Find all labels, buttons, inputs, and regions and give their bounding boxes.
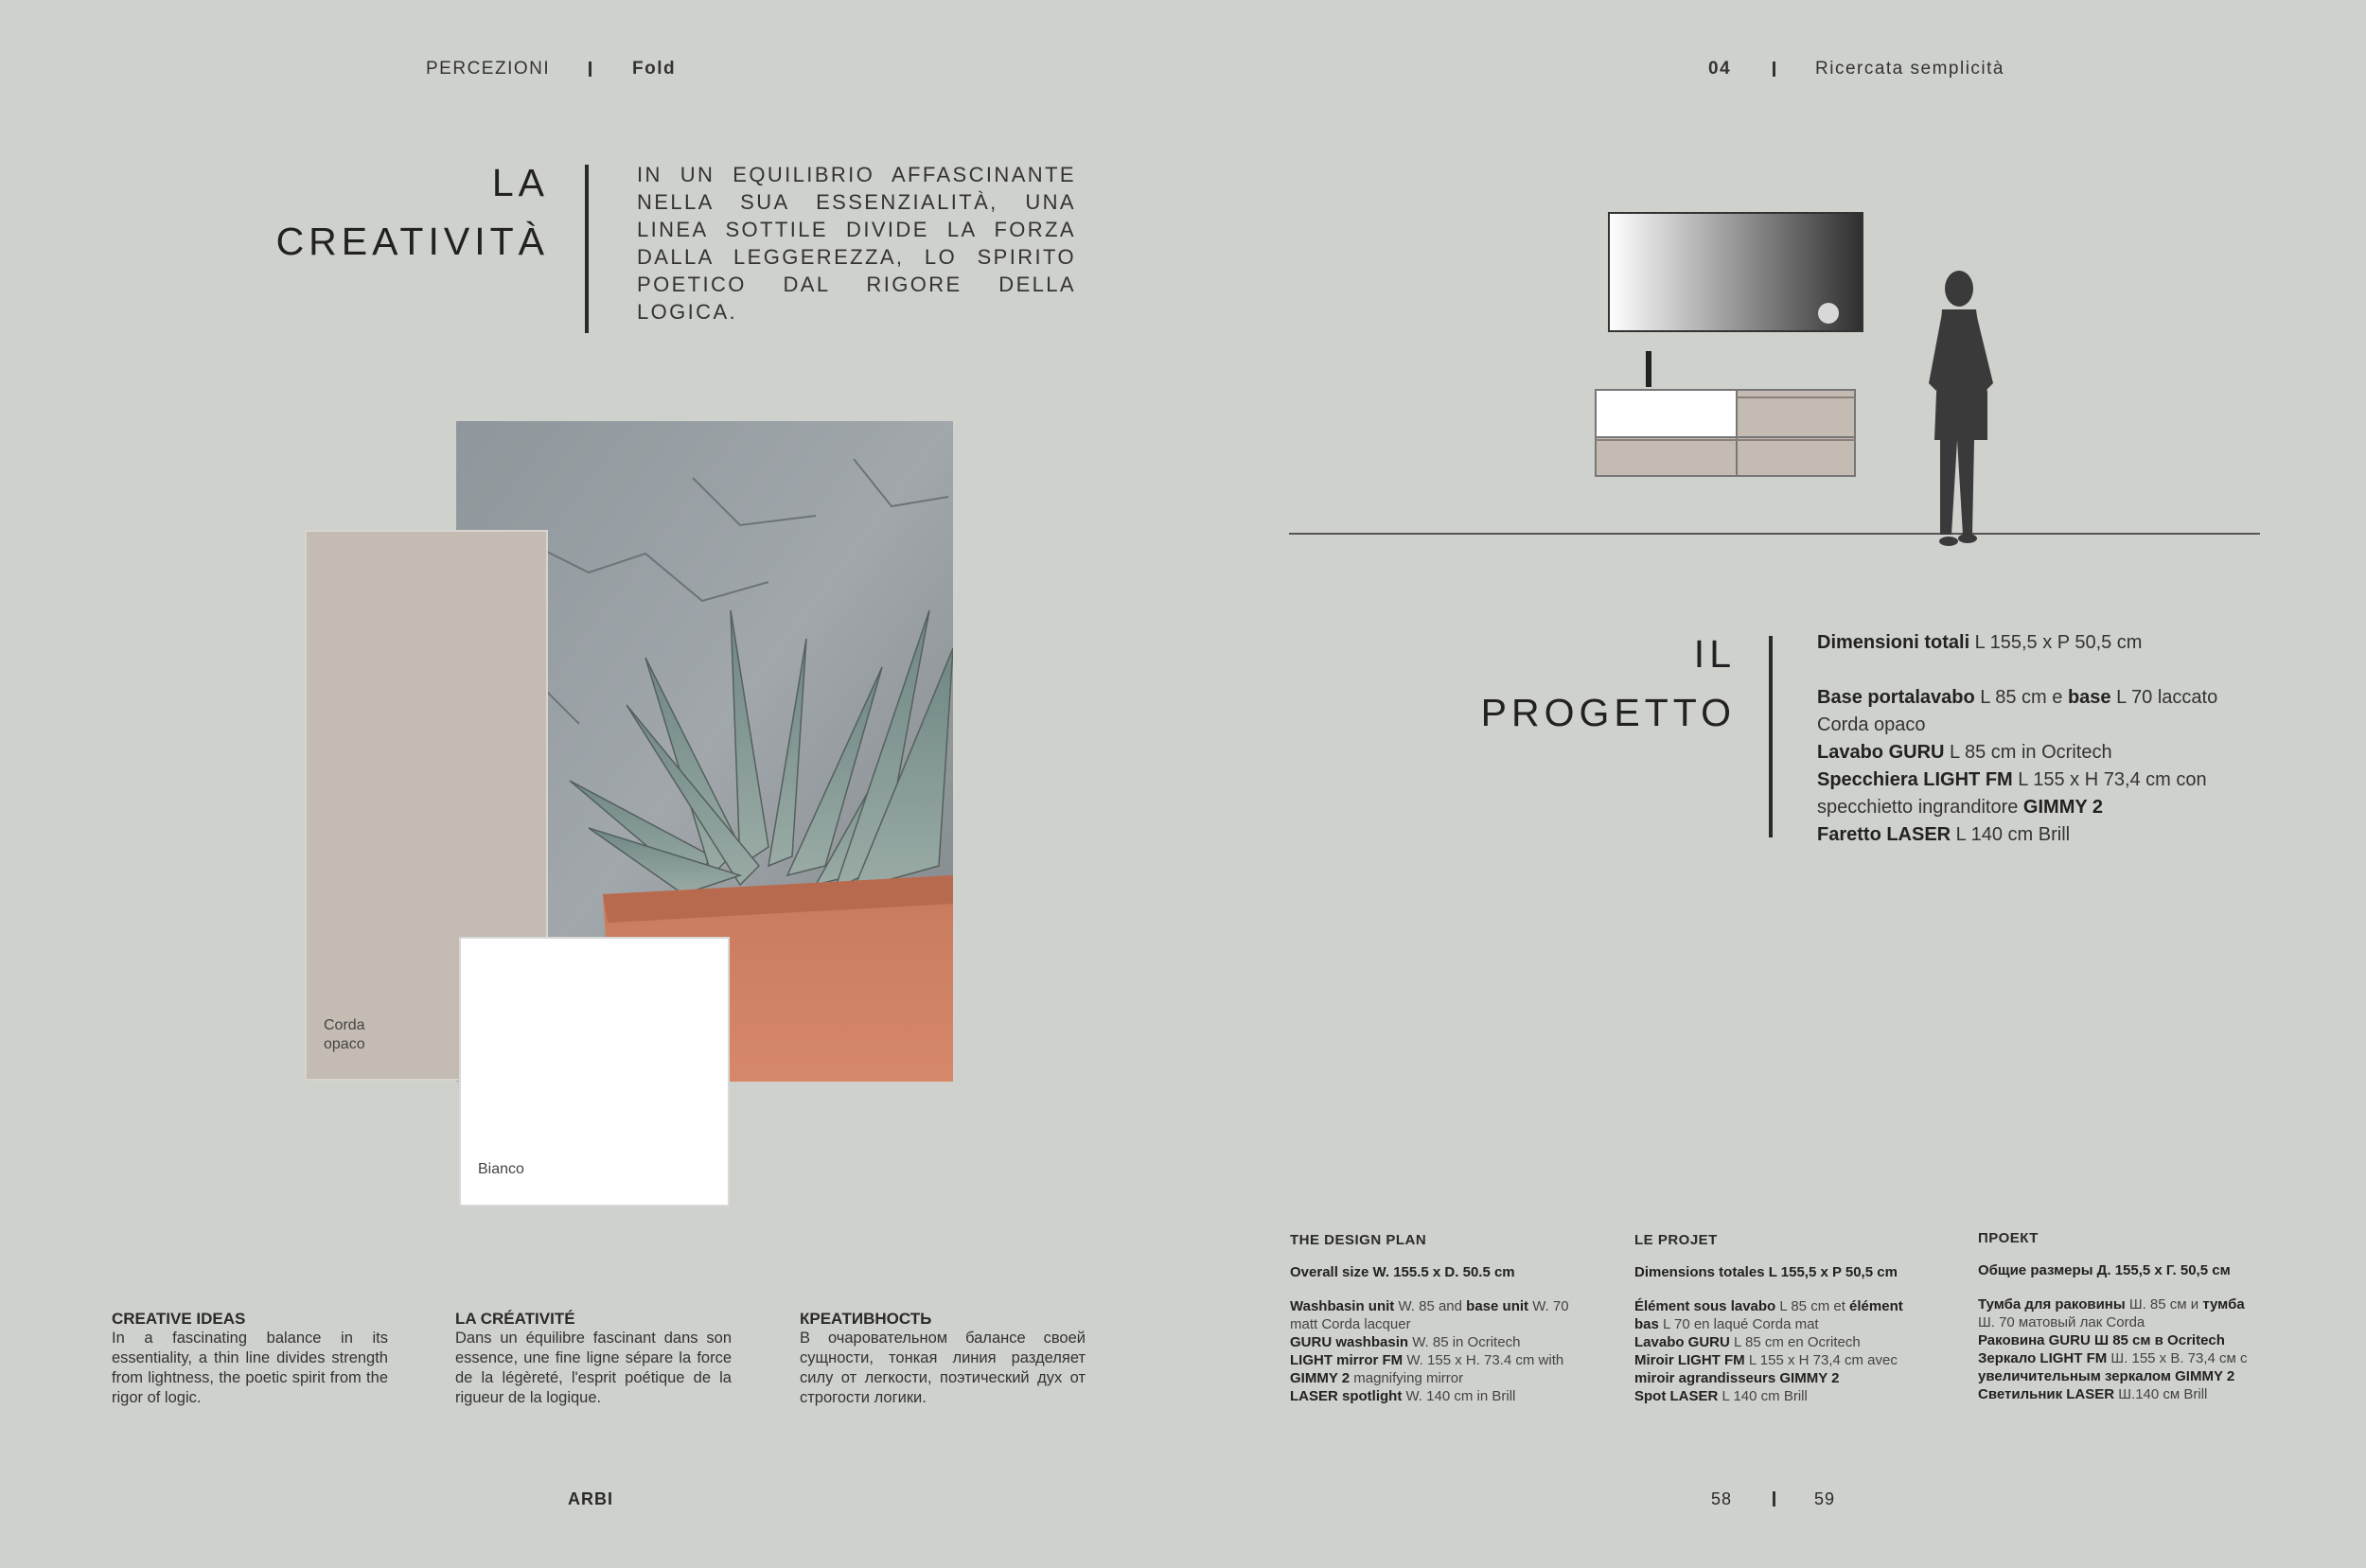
- translation-fr: [1634, 1232, 1914, 1405]
- spec-washbasin: Lavabo GURU L 85 cm in Ocritech: [1817, 742, 2112, 763]
- left-title-line2: CREATIVITÀ: [275, 220, 549, 263]
- column-fr-text: Dans un équilibre fascinant dans son essence, une fine ligne sépare la force de la légèreté, l'esprit poétique de la rigueur de la logique.: [455, 1330, 732, 1406]
- header-page-number: 04: [1708, 59, 1732, 79]
- header-collection: Fold: [632, 59, 677, 79]
- translation-en-body: Washbasin unit W. 85 and base unit W. 70 matt Corda lacquer GURU washbasin W. 85 in Ocritech LIGHT mirror FM W. 155 x H. 73.4 cm with GIMMY 2 magnifying mirror LASER spotlight W. 140 cm in Brill: [1290, 1298, 1569, 1404]
- footer-brand: ARBI: [568, 1489, 613, 1508]
- project-specs: [1817, 629, 2252, 849]
- column-fr: [455, 1310, 732, 1408]
- spec-overall: Dimensioni totali L 155,5 x P 50,5 cm: [1817, 632, 2143, 653]
- footer-page-right: 59: [1814, 1489, 1836, 1508]
- column-en-text: In a fascinating balance in its essentiality, a thin line divides strength from lightness, the poetic spirit from the rigor of logic.: [112, 1330, 388, 1406]
- swatch-corda-label-line1: Corda: [324, 1017, 365, 1033]
- left-title-line1: LA: [491, 161, 549, 204]
- header-divider: [1773, 62, 1775, 77]
- translation-en-title: THE DESIGN PLAN: [1290, 1232, 1427, 1248]
- right-title-line1: IL: [1693, 632, 1736, 676]
- header-section: PERCEZIONI: [426, 59, 551, 79]
- swatch-corda-label-line2: opaco: [324, 1036, 365, 1052]
- translation-en: [1290, 1232, 1569, 1405]
- header-subtitle: Ricercata semplicità: [1815, 59, 2004, 79]
- right-title-line2: PROGETTO: [1480, 691, 1736, 734]
- swatch-corda-label: [324, 1016, 365, 1054]
- column-en: [112, 1310, 388, 1408]
- header-divider: [589, 62, 592, 77]
- translation-en-size: Overall size W. 155.5 x D. 50.5 cm: [1290, 1264, 1515, 1280]
- intro-text: IN UN EQUILIBRIO AFFASCINANTE NELLA SUA ESSENZIALITÀ, UNA LINEA SOTTILE DIVIDE LA FORZA DALLA LEGGEREZZA, LO SPIRITO POETICO DAL RIGORE DELLA LOGICA.: [637, 163, 1076, 324]
- spec-base: Base portalavabo L 85 cm e base L 70 laccato Corda opaco: [1817, 687, 2218, 735]
- translation-ru-title: ПРОЕКТ: [1978, 1230, 2039, 1246]
- translation-fr-size: Dimensions totales L 155,5 x P 50,5 cm: [1634, 1264, 1898, 1280]
- column-ru-text: В очаровательном балансе своей сущности, тонкая линия разделяет силу от легкости, поэтический дух от строгости логики.: [800, 1330, 1086, 1406]
- translation-ru-body: Тумба для раковины Ш. 85 см и тумба Ш. 70 матовый лак Corda Раковина GURU Ш 85 см в Ocritech Зеркало LIGHT FM Ш. 155 x В. 73,4 см с увеличительным зеркалом GIMMY 2 Светильник LASER Ш.140 см Brill: [1978, 1296, 2248, 1402]
- column-fr-title: LA CRÉATIVITÉ: [455, 1310, 575, 1328]
- swatch-bianco-label: Bianco: [478, 1161, 524, 1177]
- title-divider: [585, 165, 589, 333]
- footer-page-left: 58: [1711, 1489, 1733, 1508]
- translation-fr-body: Élément sous lavabo L 85 cm et élément bas L 70 en laqué Corda mat Lavabo GURU L 85 cm en Ocritech Miroir LIGHT FM L 155 x H 73,4 cm avec miroir agrandisseurs GIMMY 2 Spot LASER L 140 cm Brill: [1634, 1298, 1903, 1404]
- right-title: [1372, 625, 1736, 742]
- translation-ru-size: Общие размеры Д. 155,5 x Г. 50,5 см: [1978, 1262, 2231, 1278]
- product-drawing: [1289, 203, 2260, 577]
- left-title: [189, 153, 549, 271]
- footer-divider: [1773, 1491, 1775, 1506]
- translation-ru: [1978, 1230, 2262, 1403]
- column-ru-title: КРЕАТИВНОСТЬ: [800, 1310, 932, 1328]
- column-en-title: CREATIVE IDEAS: [112, 1310, 246, 1328]
- column-ru: [800, 1310, 1086, 1408]
- spec-spotlight: Faretto LASER L 140 cm Brill: [1817, 824, 2071, 845]
- translation-fr-title: LE PROJET: [1634, 1232, 1718, 1248]
- project-divider: [1769, 636, 1773, 837]
- spec-mirror: Specchiera LIGHT FM L 155 x H 73,4 cm con specchietto ingranditore GIMMY 2: [1817, 769, 2207, 818]
- swatch-bianco: [459, 937, 730, 1207]
